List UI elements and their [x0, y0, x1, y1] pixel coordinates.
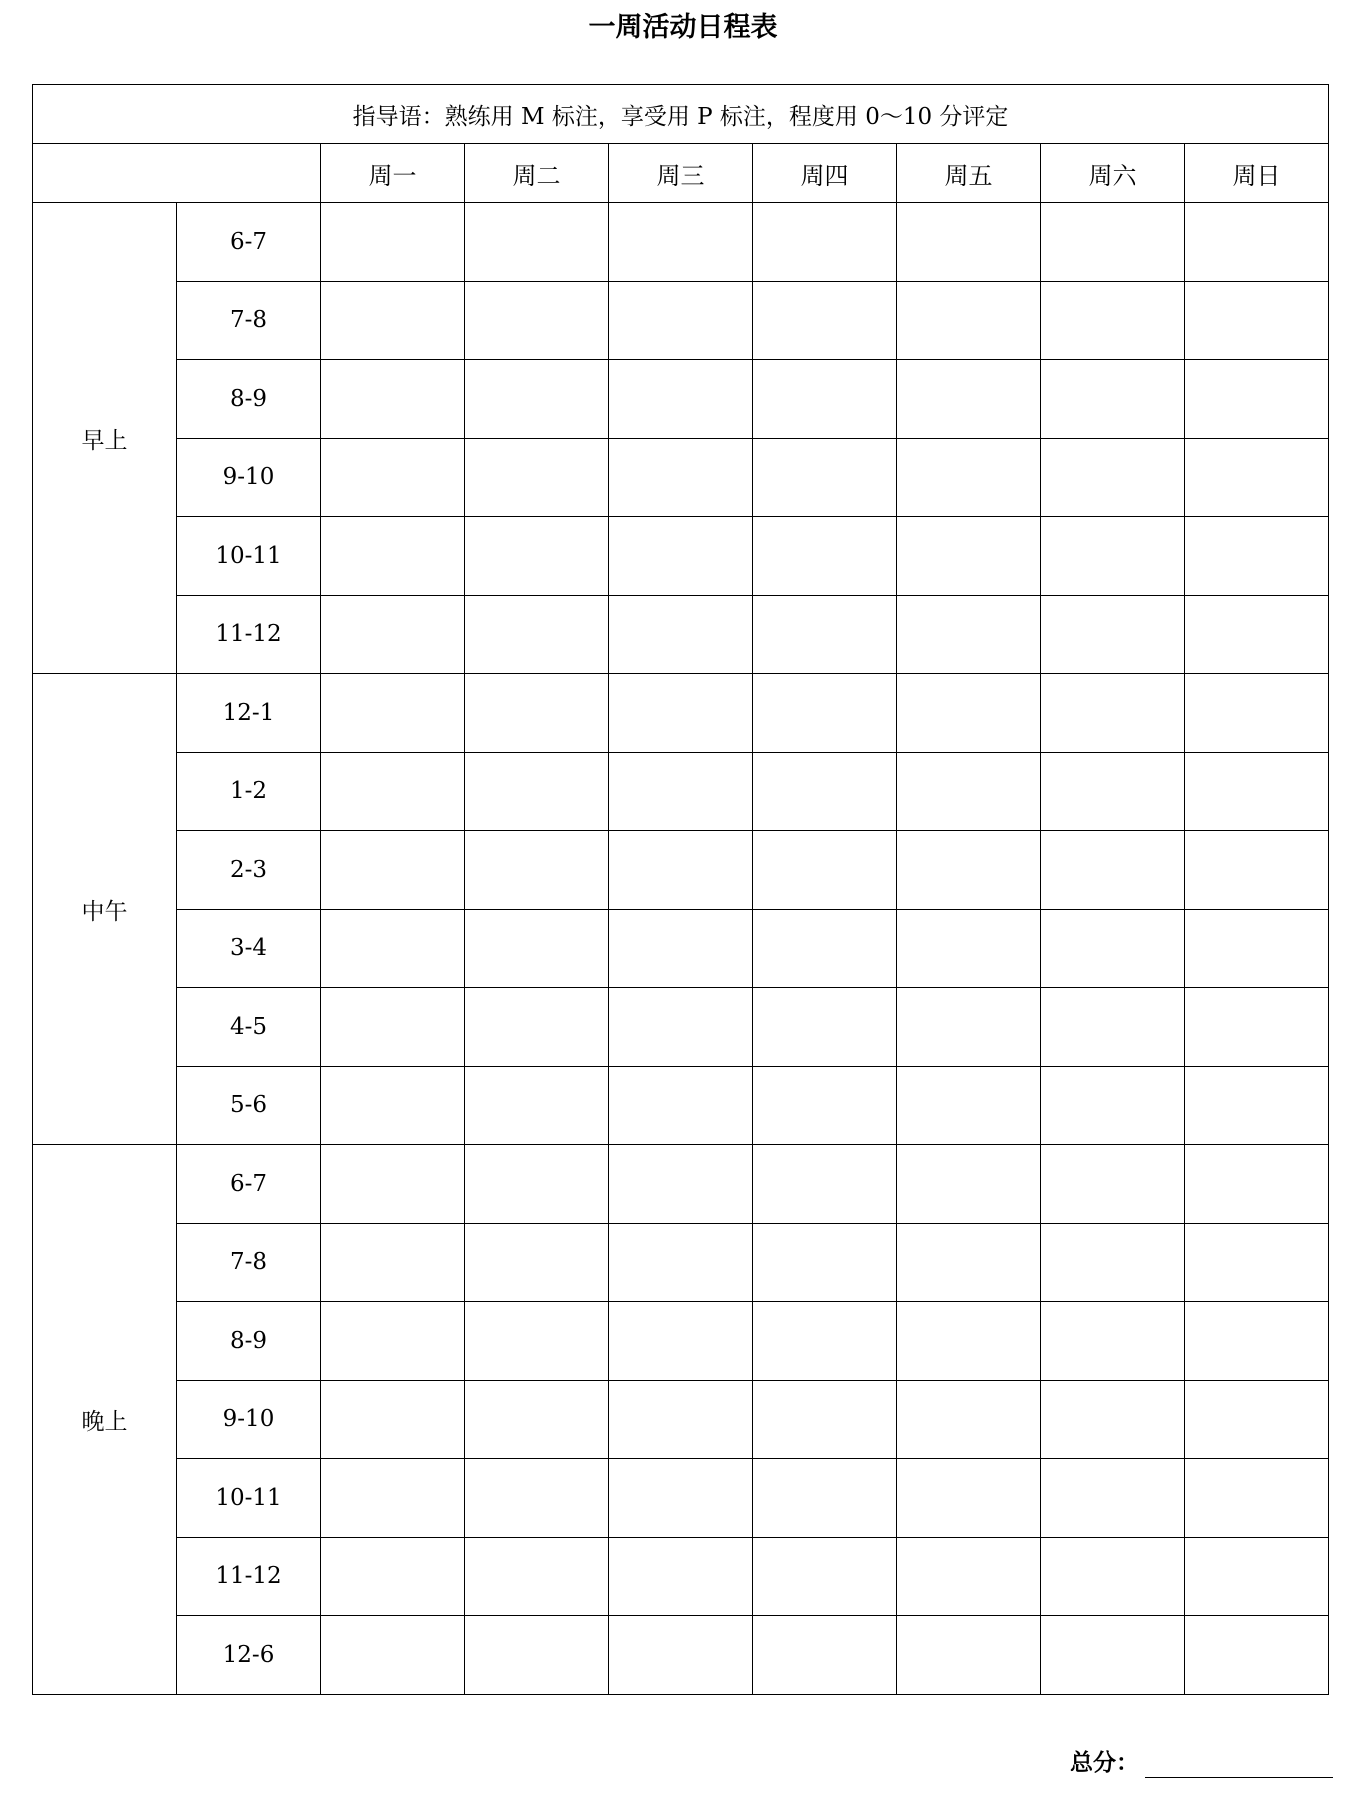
schedule-entry-cell[interactable]	[609, 1302, 753, 1381]
schedule-entry-cell[interactable]	[1185, 1066, 1329, 1145]
time-slot-row	[33, 1616, 1329, 1695]
schedule-entry-cell[interactable]	[1041, 360, 1185, 439]
schedule-entry-cell[interactable]	[1185, 1380, 1329, 1459]
schedule-entry-cell[interactable]	[321, 438, 465, 517]
schedule-entry-cell[interactable]	[465, 1459, 609, 1538]
total-score-field[interactable]	[1145, 1753, 1333, 1778]
schedule-entry-cell[interactable]	[753, 752, 897, 831]
schedule-entry-cell[interactable]	[321, 360, 465, 439]
schedule-entry-cell[interactable]	[321, 1145, 465, 1224]
schedule-entry-cell[interactable]	[465, 1145, 609, 1224]
time-slot-label: 9-10	[177, 1380, 321, 1459]
schedule-entry-cell[interactable]	[465, 752, 609, 831]
schedule-entry-cell[interactable]	[1041, 988, 1185, 1067]
schedule-entry-cell[interactable]	[897, 752, 1041, 831]
schedule-entry-cell[interactable]	[609, 674, 753, 753]
schedule-entry-cell[interactable]	[465, 203, 609, 282]
period-label: 晚上	[33, 1145, 177, 1695]
time-slot-row	[33, 1145, 1329, 1224]
time-slot-label: 11-12	[177, 1537, 321, 1616]
schedule-entry-cell[interactable]	[753, 1223, 897, 1302]
schedule-entry-cell[interactable]	[465, 360, 609, 439]
time-slot-label: 2-3	[177, 831, 321, 910]
schedule-entry-cell[interactable]	[1041, 1616, 1185, 1695]
schedule-entry-cell[interactable]	[753, 831, 897, 910]
schedule-entry-cell[interactable]	[1041, 752, 1185, 831]
schedule-entry-cell[interactable]	[609, 1145, 753, 1224]
schedule-entry-cell[interactable]	[1185, 988, 1329, 1067]
schedule-entry-cell[interactable]	[1185, 281, 1329, 360]
schedule-entry-cell[interactable]	[1185, 203, 1329, 282]
schedule-entry-cell[interactable]	[321, 517, 465, 596]
time-slot-row	[33, 1459, 1329, 1538]
time-slot-row	[33, 674, 1329, 753]
schedule-entry-cell[interactable]	[465, 1537, 609, 1616]
schedule-entry-cell[interactable]	[1185, 517, 1329, 596]
day-header-sat: 周六	[1041, 144, 1185, 203]
schedule-entry-cell[interactable]	[609, 203, 753, 282]
schedule-entry-cell[interactable]	[1041, 595, 1185, 674]
schedule-entry-cell[interactable]	[321, 752, 465, 831]
schedule-entry-cell[interactable]	[1185, 1302, 1329, 1381]
time-slot-row	[33, 1537, 1329, 1616]
schedule-entry-cell[interactable]	[1185, 360, 1329, 439]
schedule-entry-cell[interactable]	[465, 1066, 609, 1145]
schedule-entry-cell[interactable]	[897, 1302, 1041, 1381]
day-header-sun: 周日	[1185, 144, 1329, 203]
time-slot-label: 12-1	[177, 674, 321, 753]
period-label: 早上	[33, 203, 177, 674]
schedule-entry-cell[interactable]	[321, 1380, 465, 1459]
period-label: 中午	[33, 674, 177, 1145]
schedule-entry-cell[interactable]	[609, 1380, 753, 1459]
schedule-entry-cell[interactable]	[321, 203, 465, 282]
schedule-entry-cell[interactable]	[897, 595, 1041, 674]
schedule-entry-cell[interactable]	[1041, 517, 1185, 596]
schedule-entry-cell[interactable]	[609, 909, 753, 988]
schedule-entry-cell[interactable]	[609, 1616, 753, 1695]
schedule-entry-cell[interactable]	[609, 1066, 753, 1145]
schedule-entry-cell[interactable]	[465, 909, 609, 988]
time-slot-row	[33, 1302, 1329, 1381]
schedule-entry-cell[interactable]	[897, 360, 1041, 439]
schedule-entry-cell[interactable]	[897, 831, 1041, 910]
schedule-entry-cell[interactable]	[753, 1145, 897, 1224]
schedule-entry-cell[interactable]	[465, 517, 609, 596]
time-slot-row	[33, 831, 1329, 910]
schedule-entry-cell[interactable]	[1041, 281, 1185, 360]
schedule-entry-cell[interactable]	[321, 1459, 465, 1538]
schedule-entry-cell[interactable]	[753, 988, 897, 1067]
schedule-entry-cell[interactable]	[897, 1459, 1041, 1538]
schedule-entry-cell[interactable]	[897, 1380, 1041, 1459]
schedule-entry-cell[interactable]	[753, 1459, 897, 1538]
schedule-entry-cell[interactable]	[609, 281, 753, 360]
day-header-fri: 周五	[897, 144, 1041, 203]
schedule-entry-cell[interactable]	[753, 281, 897, 360]
schedule-entry-cell[interactable]	[465, 1302, 609, 1381]
schedule-entry-cell[interactable]	[465, 281, 609, 360]
schedule-entry-cell[interactable]	[321, 1302, 465, 1381]
time-slot-row	[33, 281, 1329, 360]
schedule-entry-cell[interactable]	[1185, 1145, 1329, 1224]
instruction-text: 指导语：熟练用 M 标注，享受用 P 标注，程度用 0～10 分评定	[33, 85, 1329, 144]
schedule-entry-cell[interactable]	[609, 1223, 753, 1302]
schedule-entry-cell[interactable]	[321, 909, 465, 988]
schedule-entry-cell[interactable]	[609, 360, 753, 439]
time-slot-label: 3-4	[177, 909, 321, 988]
schedule-entry-cell[interactable]	[465, 595, 609, 674]
schedule-entry-cell[interactable]	[321, 1066, 465, 1145]
schedule-entry-cell[interactable]	[1041, 203, 1185, 282]
schedule-entry-cell[interactable]	[465, 1616, 609, 1695]
time-slot-row	[33, 1066, 1329, 1145]
schedule-entry-cell[interactable]	[321, 281, 465, 360]
schedule-entry-cell[interactable]	[465, 438, 609, 517]
schedule-entry-cell[interactable]	[321, 1223, 465, 1302]
instruction-row	[33, 85, 1329, 144]
schedule-entry-cell[interactable]	[1041, 831, 1185, 910]
schedule-entry-cell[interactable]	[321, 674, 465, 753]
time-slot-label: 1-2	[177, 752, 321, 831]
time-slot-row	[33, 517, 1329, 596]
schedule-entry-cell[interactable]	[897, 988, 1041, 1067]
time-slot-label: 7-8	[177, 281, 321, 360]
time-slot-row	[33, 360, 1329, 439]
schedule-entry-cell[interactable]	[1041, 1145, 1185, 1224]
schedule-entry-cell[interactable]	[1185, 1537, 1329, 1616]
schedule-entry-cell[interactable]	[753, 517, 897, 596]
time-slot-label: 8-9	[177, 1302, 321, 1381]
time-slot-label: 12-6	[177, 1616, 321, 1695]
schedule-entry-cell[interactable]	[609, 988, 753, 1067]
schedule-entry-cell[interactable]	[753, 360, 897, 439]
schedule-entry-cell[interactable]	[897, 1616, 1041, 1695]
schedule-entry-cell[interactable]	[897, 203, 1041, 282]
schedule-entry-cell[interactable]	[609, 831, 753, 910]
schedule-entry-cell[interactable]	[753, 203, 897, 282]
schedule-entry-cell[interactable]	[1041, 1223, 1185, 1302]
time-slot-row	[33, 1223, 1329, 1302]
schedule-entry-cell[interactable]	[1041, 1066, 1185, 1145]
schedule-entry-cell[interactable]	[897, 1537, 1041, 1616]
schedule-entry-cell[interactable]	[321, 988, 465, 1067]
day-header-wed: 周三	[609, 144, 753, 203]
schedule-entry-cell[interactable]	[1185, 909, 1329, 988]
time-slot-label: 9-10	[177, 438, 321, 517]
time-slot-label: 6-7	[177, 1145, 321, 1224]
time-slot-row	[33, 988, 1329, 1067]
schedule-entry-cell[interactable]	[753, 1066, 897, 1145]
time-slot-label: 11-12	[177, 595, 321, 674]
schedule-entry-cell[interactable]	[609, 517, 753, 596]
schedule-entry-cell[interactable]	[1185, 1459, 1329, 1538]
schedule-entry-cell[interactable]	[753, 674, 897, 753]
schedule-entry-cell[interactable]	[753, 595, 897, 674]
schedule-entry-cell[interactable]	[897, 281, 1041, 360]
schedule-table	[32, 84, 1329, 1695]
schedule-entry-cell[interactable]	[1185, 438, 1329, 517]
total-score	[1070, 1748, 1333, 1778]
schedule-entry-cell[interactable]	[753, 438, 897, 517]
time-slot-row	[33, 909, 1329, 988]
time-slot-label: 8-9	[177, 360, 321, 439]
schedule-entry-cell[interactable]	[609, 1537, 753, 1616]
schedule-entry-cell[interactable]	[753, 1616, 897, 1695]
schedule-entry-cell[interactable]	[753, 1302, 897, 1381]
schedule-entry-cell[interactable]	[897, 909, 1041, 988]
schedule-entry-cell[interactable]	[1185, 831, 1329, 910]
schedule-entry-cell[interactable]	[321, 1616, 465, 1695]
time-slot-row	[33, 438, 1329, 517]
schedule-entry-cell[interactable]	[753, 1380, 897, 1459]
schedule-entry-cell[interactable]	[465, 831, 609, 910]
schedule-entry-cell[interactable]	[1185, 1616, 1329, 1695]
schedule-entry-cell[interactable]	[609, 1459, 753, 1538]
schedule-entry-cell[interactable]	[897, 438, 1041, 517]
header-corner-cell	[33, 144, 321, 203]
schedule-entry-cell[interactable]	[753, 1537, 897, 1616]
schedule-entry-cell[interactable]	[321, 595, 465, 674]
time-slot-label: 7-8	[177, 1223, 321, 1302]
schedule-entry-cell[interactable]	[1041, 1537, 1185, 1616]
schedule-entry-cell[interactable]	[465, 1223, 609, 1302]
schedule-entry-cell[interactable]	[753, 909, 897, 988]
page-title: 一周活动日程表	[588, 12, 778, 43]
time-slot-label: 10-11	[177, 1459, 321, 1538]
schedule-entry-cell[interactable]	[1185, 595, 1329, 674]
time-slot-label: 6-7	[177, 203, 321, 282]
time-slot-row	[33, 1380, 1329, 1459]
schedule-entry-cell[interactable]	[321, 831, 465, 910]
schedule-entry-cell[interactable]	[609, 752, 753, 831]
schedule-entry-cell[interactable]	[1041, 1380, 1185, 1459]
schedule-entry-cell[interactable]	[1041, 909, 1185, 988]
schedule-entry-cell[interactable]	[1185, 752, 1329, 831]
day-header-mon: 周一	[321, 144, 465, 203]
time-slot-row	[33, 595, 1329, 674]
day-header-tue: 周二	[465, 144, 609, 203]
schedule-entry-cell[interactable]	[609, 438, 753, 517]
schedule-entry-cell[interactable]	[1041, 674, 1185, 753]
schedule-entry-cell[interactable]	[897, 674, 1041, 753]
schedule-entry-cell[interactable]	[609, 595, 753, 674]
schedule-entry-cell[interactable]	[465, 1380, 609, 1459]
time-slot-label: 10-11	[177, 517, 321, 596]
schedule-entry-cell[interactable]	[897, 1223, 1041, 1302]
day-header-thu: 周四	[753, 144, 897, 203]
schedule-entry-cell[interactable]	[1185, 674, 1329, 753]
day-header-row	[33, 144, 1329, 203]
schedule-entry-cell[interactable]	[897, 1066, 1041, 1145]
time-slot-row	[33, 203, 1329, 282]
total-score-label: 总分：	[1070, 1750, 1139, 1776]
schedule-entry-cell[interactable]	[465, 674, 609, 753]
schedule-entry-cell[interactable]	[465, 988, 609, 1067]
schedule-entry-cell[interactable]	[1041, 1459, 1185, 1538]
schedule-entry-cell[interactable]	[1041, 1302, 1185, 1381]
time-slot-row	[33, 752, 1329, 831]
schedule-entry-cell[interactable]	[897, 1145, 1041, 1224]
time-slot-label: 5-6	[177, 1066, 321, 1145]
schedule-entry-cell[interactable]	[897, 517, 1041, 596]
schedule-entry-cell[interactable]	[1185, 1223, 1329, 1302]
schedule-entry-cell[interactable]	[1041, 438, 1185, 517]
schedule-entry-cell[interactable]	[321, 1537, 465, 1616]
time-slot-label: 4-5	[177, 988, 321, 1067]
